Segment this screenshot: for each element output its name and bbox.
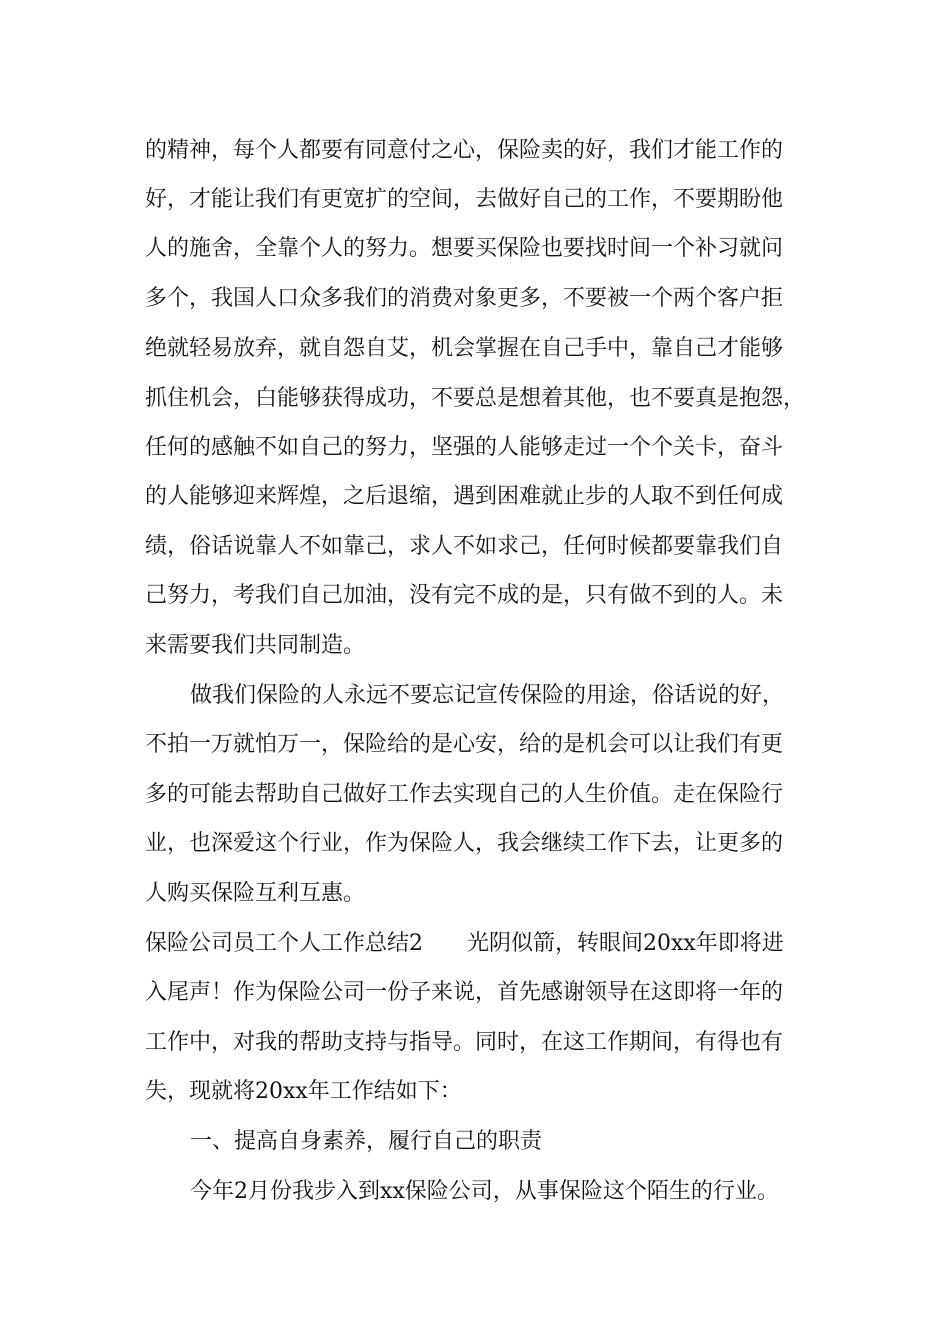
text-line: 入尾声！作为保险公司一份子来说，首先感谢领导在这即将一年的	[145, 980, 784, 1005]
text-line: 绩，俗话说靠人不如靠己，求人不如求己，任何时候都要靠我们自	[145, 534, 784, 559]
text-line: 好，才能让我们有更宽扩的空间，去做好自己的工作，不要期盼他	[145, 187, 784, 212]
text-line: 的精神，每个人都要有同意付之心，保险卖的好，我们才能工作的	[145, 138, 784, 163]
text-line: 来需要我们共同制造。	[145, 633, 366, 658]
paragraph-start-line: 做我们保险的人永远不要忘记宣传保险的用途，俗话说的好，	[190, 683, 785, 708]
text-line: 己努力，考我们自己加油，没有完不成的是，只有做不到的人。未	[145, 583, 784, 608]
text-line: 任何的感触不如自己的努力，坚强的人能够走过一个个关卡，奋斗	[145, 435, 784, 460]
text-line: 多的可能去帮助自己做好工作去实现自己的人生价值。走在保险行	[145, 782, 784, 807]
text-line: 的人能够迎来辉煌，之后退缩，遇到困难就止步的人取不到任何成	[145, 484, 784, 509]
section-title: 保险公司员工个人工作总结2	[145, 931, 423, 956]
text-line: 抓住机会，白能够获得成功，不要总是想着其他，也不要真是抱怨，	[145, 386, 806, 411]
text-line: 工作中，对我的帮助支持与指导。同时，在这工作期间，有得也有	[145, 1030, 784, 1055]
text-line: 人的施舍，全靠个人的努力。想要买保险也要找时间一个补习就问	[145, 236, 784, 261]
paragraph-start-line: 今年2月份我步入到xx保险公司，从事保险这个陌生的行业。	[190, 1179, 779, 1204]
text-line: 多个，我国人口众多我们的消费对象更多，不要被一个两个客户拒	[145, 286, 784, 311]
section-heading-line	[145, 924, 825, 964]
text-line: 绝就轻易放弃，就自怨自艾，机会掌握在自己手中，靠自己才能够	[145, 336, 784, 361]
text-line: 不拍一万就怕万一，保险给的是心安，给的是机会可以让我们有更	[145, 732, 784, 757]
section-intro-text: 光阴似箭，转眼间20xx年即将进	[467, 931, 784, 956]
text-line: 人购买保险互利互惠。	[145, 881, 366, 906]
text-line: 失，现就将20xx年工作结如下：	[145, 1079, 462, 1104]
text-line: 业，也深爱这个行业，作为保险人，我会继续工作下去，让更多的	[145, 831, 784, 856]
subheading-line: 一、提高自身素养，履行自己的职责	[190, 1129, 543, 1154]
